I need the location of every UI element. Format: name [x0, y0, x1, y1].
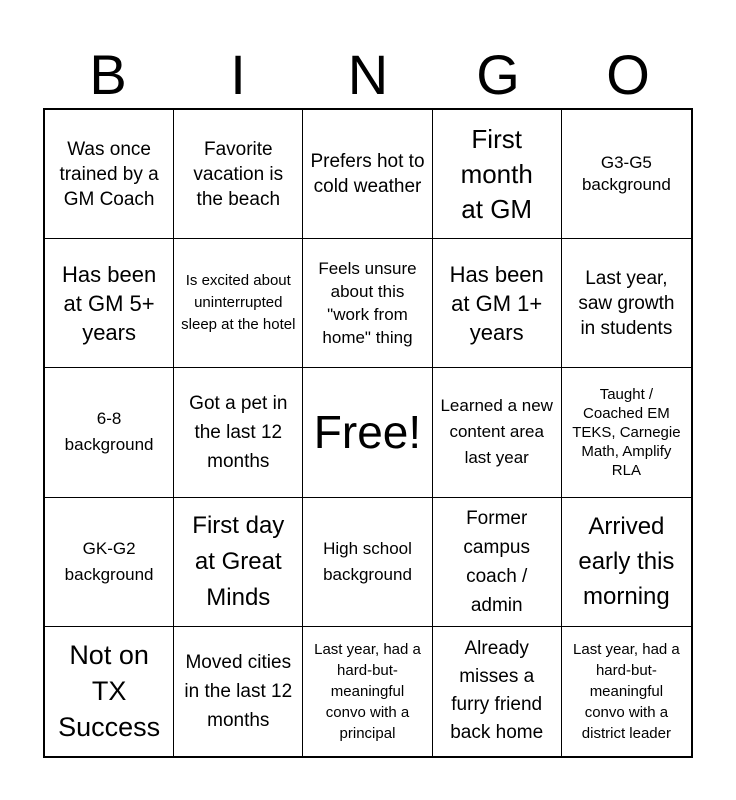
bingo-cell-r5c5[interactable] — [562, 627, 691, 756]
bingo-board — [43, 108, 693, 758]
cell-text: Has been at GM 1+ years — [449, 261, 544, 345]
bingo-cell-r2c3[interactable] — [303, 239, 432, 368]
bingo-cell-r1c3[interactable] — [303, 110, 432, 239]
cell-text: Last year, had a hard-but-meaningful convo with a district leader — [573, 640, 680, 742]
header-letter-o: O — [606, 43, 650, 106]
cell-text: GK-G2 background — [64, 538, 154, 584]
bingo-cell-r4c4[interactable] — [433, 498, 562, 627]
cell-text: First month at GM — [460, 123, 533, 224]
cell-text: Feels unsure about this "work from home" thing — [318, 259, 417, 348]
cell-text: Got a pet in the last 12 months — [189, 392, 288, 472]
free-space-label: Free! — [313, 406, 422, 459]
bingo-cell-r5c2[interactable] — [174, 627, 303, 756]
free-space-cell[interactable] — [303, 368, 432, 497]
bingo-cell-r2c5[interactable] — [562, 239, 691, 368]
cell-text: Was once trained by a GM Coach — [59, 138, 159, 210]
bingo-cell-r2c2[interactable] — [174, 239, 303, 368]
header-letter-n: N — [347, 43, 389, 106]
cell-text: Prefers hot to cold weather — [310, 151, 425, 198]
bingo-cell-r1c1[interactable] — [45, 110, 174, 239]
cell-text: G3-G5 background — [581, 153, 671, 195]
cell-text: First day at Great Minds — [192, 511, 285, 611]
bingo-cell-r1c5[interactable] — [562, 110, 691, 239]
bingo-cell-r4c3[interactable] — [303, 498, 432, 627]
header-letter-i: I — [230, 43, 246, 106]
bingo-cell-r4c5[interactable] — [562, 498, 691, 627]
cell-text: 6-8 background — [64, 409, 154, 455]
cell-text: Already misses a furry friend back home — [450, 638, 544, 744]
cell-text: Learned a new content area last year — [440, 396, 553, 468]
bingo-cell-r4c1[interactable] — [45, 498, 174, 627]
cell-text: High school background — [323, 538, 412, 584]
bingo-header — [43, 42, 693, 108]
cell-text: Favorite vacation is the beach — [193, 138, 284, 210]
cell-text: Taught / Coached EM TEKS, Carnegie Math, Amplify RLA — [572, 385, 681, 479]
bingo-cell-r1c4[interactable] — [433, 110, 562, 239]
cell-text: Not on TX Success — [58, 640, 161, 743]
cell-text: Moved cities in the last 12 months — [184, 651, 293, 731]
bingo-cell-r1c2[interactable] — [174, 110, 303, 239]
cell-text: Arrived early this morning — [578, 513, 675, 611]
cell-text: Is excited about uninterrupted sleep at the hotel — [181, 272, 296, 334]
bingo-cell-r5c1[interactable] — [45, 627, 174, 756]
bingo-cell-r3c1[interactable] — [45, 368, 174, 497]
bingo-cell-r3c2[interactable] — [174, 368, 303, 497]
cell-text: Last year, saw growth in students — [578, 267, 675, 339]
bingo-cell-r3c4[interactable] — [433, 368, 562, 497]
cell-text: Former campus coach / admin — [463, 507, 530, 616]
bingo-cell-r4c2[interactable] — [174, 498, 303, 627]
bingo-cell-r2c1[interactable] — [45, 239, 174, 368]
bingo-cell-r3c5[interactable] — [562, 368, 691, 497]
bingo-cell-r5c3[interactable] — [303, 627, 432, 756]
header-letter-g: G — [476, 43, 520, 106]
cell-text: Last year, had a hard-but-meaningful convo with a principal — [314, 640, 421, 742]
cell-text: Has been at GM 5+ years — [62, 261, 157, 345]
header-letter-b: B — [89, 43, 127, 106]
bingo-cell-r5c4[interactable] — [433, 627, 562, 756]
bingo-cell-r2c4[interactable] — [433, 239, 562, 368]
